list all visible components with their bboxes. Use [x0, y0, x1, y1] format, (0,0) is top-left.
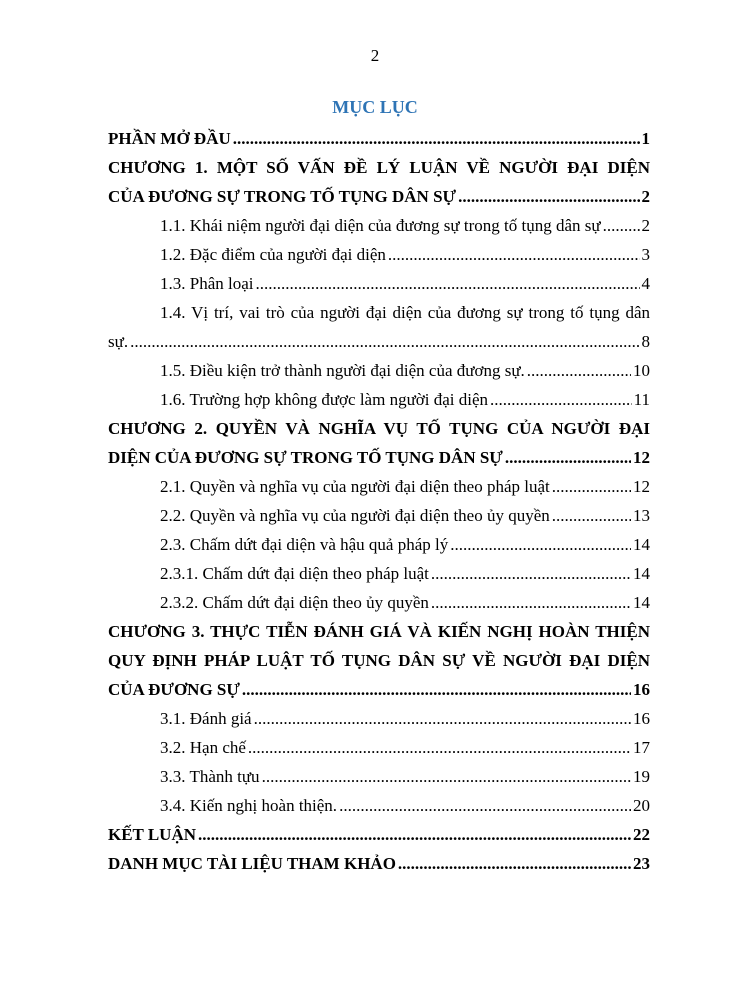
toc-page-number: 3	[641, 245, 650, 264]
toc-page-number: 4	[641, 274, 650, 293]
toc-page-number: 8	[641, 332, 650, 351]
toc-page-number: 14	[633, 564, 650, 583]
toc-page-number: 17	[633, 738, 650, 757]
toc-entry-text: 1.1. Khái niệm người đại diện của đương sự trong tố tụng dân sự	[160, 216, 601, 235]
dot-leader	[130, 327, 639, 356]
toc-entry-text: 3.4. Kiến nghị hoàn thiện.	[160, 796, 338, 815]
toc-entry-1-4[interactable]	[108, 298, 650, 356]
toc-entry-text: 2.3.1. Chấm dứt đại diện theo pháp luật	[160, 564, 429, 583]
toc-entry-text: 3.3. Thành tựu	[160, 767, 260, 786]
toc-entry-1-5[interactable]	[108, 356, 650, 385]
toc-entry-3-1[interactable]	[108, 704, 650, 733]
toc-entry-text: 1.4. Vị trí, vai trò của người đại diện của đương sự trong tố tụng dân	[160, 303, 650, 322]
dot-leader	[254, 704, 631, 733]
toc-page-number: 20	[633, 796, 650, 815]
toc-entry-text: KẾT LUẬN	[108, 825, 197, 844]
toc-entry-1-3[interactable]	[108, 269, 650, 298]
toc-entry-text: 1.2. Đặc điểm của người đại diện	[160, 245, 386, 264]
dot-leader	[398, 849, 631, 878]
toc-page-number: 14	[633, 593, 650, 612]
toc-page-number: 12	[633, 477, 650, 496]
toc-entry-text: 2.2. Quyền và nghĩa vụ của người đại diện theo ủy quyền	[160, 506, 550, 525]
toc-entry-text: QUY ĐỊNH PHÁP LUẬT TỐ TỤNG DÂN SỰ VỀ NGƯỜI ĐẠI DIỆN	[108, 651, 650, 670]
toc-page-number: 12	[633, 448, 650, 467]
toc-entry-1-1[interactable]	[108, 211, 650, 240]
toc-entry-text: CỦA ĐƯƠNG SỰ	[108, 680, 240, 699]
dot-leader	[431, 559, 631, 588]
toc-page-number: 19	[633, 767, 650, 786]
toc-entry-1-6[interactable]	[108, 385, 650, 414]
dot-leader	[450, 530, 631, 559]
toc-entry-3-2[interactable]	[108, 733, 650, 762]
toc-entry-3-4[interactable]	[108, 791, 650, 820]
dot-leader	[431, 588, 631, 617]
dot-leader	[527, 356, 631, 385]
toc-page-number: 23	[633, 854, 650, 873]
toc-entry-chapter-1[interactable]	[108, 153, 650, 211]
dot-leader	[552, 501, 631, 530]
dot-leader	[233, 124, 640, 153]
toc-entry-text: 1.5. Điều kiện trở thành người đại diện của đương sự.	[160, 361, 525, 380]
dot-leader	[505, 443, 631, 472]
dot-leader	[388, 240, 640, 269]
toc-entry-references[interactable]	[108, 849, 650, 878]
toc-entry-text: 2.1. Quyền và nghĩa vụ của người đại diện theo pháp luật	[160, 477, 550, 496]
toc-entry-text: 2.3. Chấm dứt đại diện và hậu quả pháp lý	[160, 535, 449, 554]
dot-leader	[262, 762, 631, 791]
toc-entry-2-3-2[interactable]	[108, 588, 650, 617]
dot-leader	[248, 733, 631, 762]
toc-entry-2-3-1[interactable]	[108, 559, 650, 588]
table-of-contents	[108, 124, 650, 878]
toc-title: MỤC LỤC	[332, 97, 418, 117]
toc-entry-text: PHẦN MỞ ĐẦU	[108, 129, 231, 148]
toc-entry-1-2[interactable]	[108, 240, 650, 269]
toc-entry-chapter-3[interactable]	[108, 617, 650, 704]
dot-leader	[339, 791, 631, 820]
toc-page-number: 2	[641, 216, 650, 235]
toc-entry-text: 1.6. Trường hợp không được làm người đại diện	[160, 390, 489, 409]
dot-leader	[198, 820, 631, 849]
toc-entry-text: 1.3. Phân loại	[160, 274, 254, 293]
toc-page-number: 2	[641, 187, 650, 206]
toc-entry-text: CHƯƠNG 2. QUYỀN VÀ NGHĨA VỤ TỐ TỤNG CỦA NGƯỜI ĐẠI	[108, 419, 650, 438]
toc-entry-text: CỦA ĐƯƠNG SỰ TRONG TỐ TỤNG DÂN SỰ	[108, 187, 457, 206]
dot-leader	[256, 269, 640, 298]
toc-entry-2-1[interactable]	[108, 472, 650, 501]
toc-entry-text: CHƯƠNG 1. MỘT SỐ VẤN ĐỀ LÝ LUẬN VỀ NGƯỜI ĐẠI DIỆN	[108, 158, 650, 177]
toc-entry-conclusion[interactable]	[108, 820, 650, 849]
dot-leader	[242, 675, 631, 704]
toc-entry-text: DIỆN CỦA ĐƯƠNG SỰ TRONG TỐ TỤNG DÂN SỰ	[108, 448, 503, 467]
toc-entry-2-2[interactable]	[108, 501, 650, 530]
toc-entry-text: 2.3.2. Chấm dứt đại diện theo ủy quyền	[160, 593, 429, 612]
page-number: 2	[370, 46, 380, 65]
toc-entry-text: DANH MỤC TÀI LIỆU THAM KHẢO	[108, 854, 396, 873]
toc-page-number: 11	[633, 390, 650, 409]
toc-entry-text: sự.	[108, 332, 129, 351]
toc-page-number: 16	[633, 680, 650, 699]
toc-entry-text: 3.1. Đánh giá	[160, 709, 252, 728]
toc-page-number: 14	[633, 535, 650, 554]
toc-page-number: 10	[633, 361, 650, 380]
toc-entry-3-3[interactable]	[108, 762, 650, 791]
toc-entry-chapter-2[interactable]	[108, 414, 650, 472]
toc-entry-intro[interactable]	[108, 124, 650, 153]
dot-leader	[490, 385, 632, 414]
toc-page-number: 1	[641, 129, 650, 148]
dot-leader	[552, 472, 631, 501]
dot-leader	[603, 211, 640, 240]
toc-page-number: 16	[633, 709, 650, 728]
toc-page-number: 13	[633, 506, 650, 525]
dot-leader	[458, 182, 639, 211]
toc-page-number: 22	[633, 825, 650, 844]
toc-entry-2-3[interactable]	[108, 530, 650, 559]
toc-entry-text: 3.2. Hạn chế	[160, 738, 246, 757]
toc-entry-text: CHƯƠNG 3. THỰC TIỄN ĐÁNH GIÁ VÀ KIẾN NGHỊ HOÀN THIỆN	[108, 622, 650, 641]
